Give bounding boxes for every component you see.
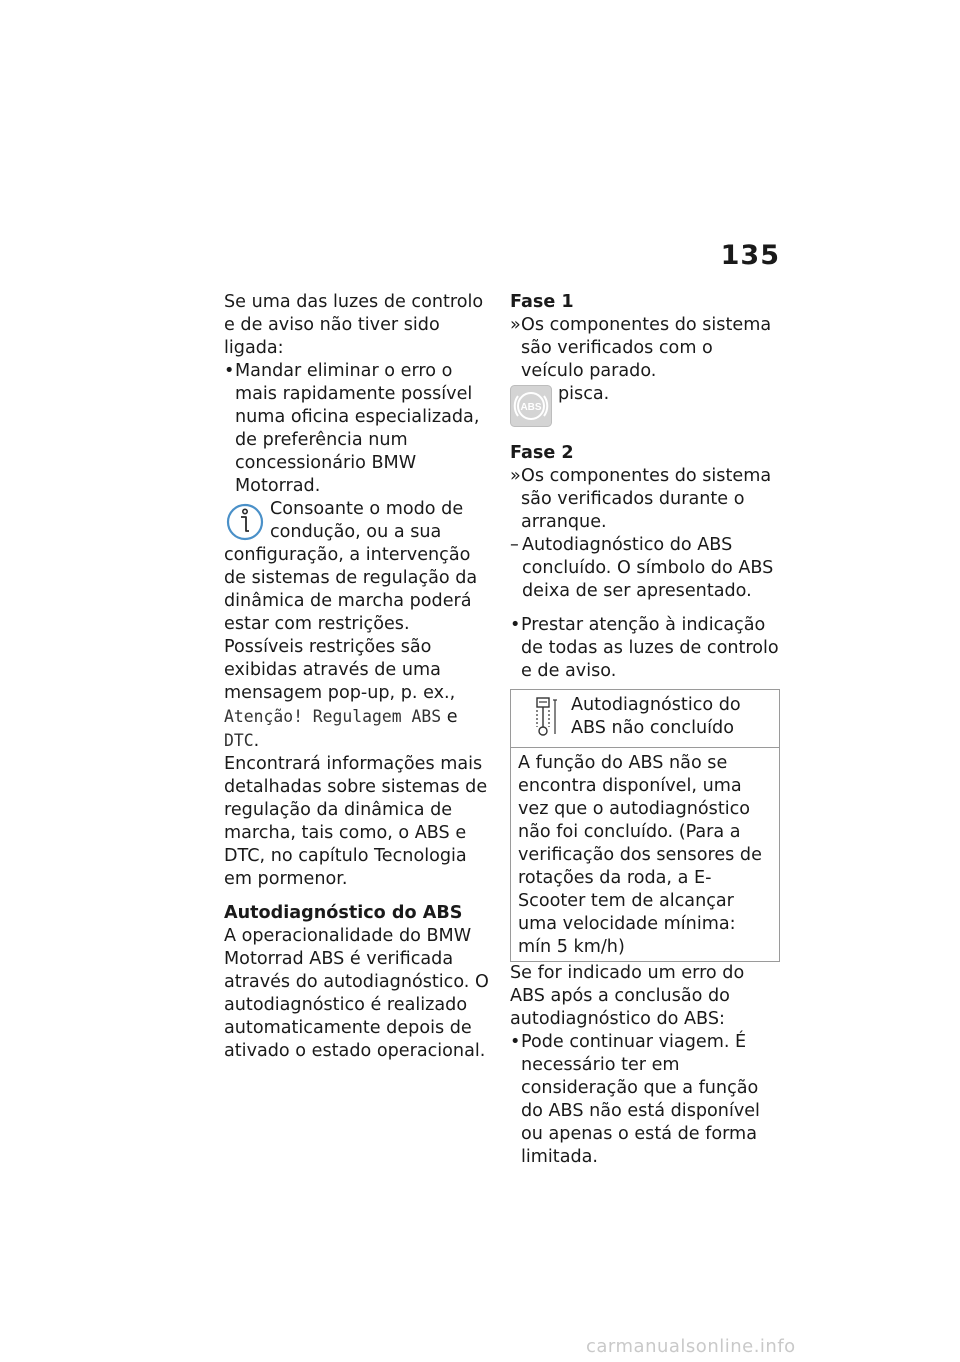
bullet-mark: • — [510, 615, 521, 635]
info-text-1: Consoante o modo de condução, ou a sua configuração, a intervenção de sistemas de regulação da dinâmica de marcha poderá estar com restrições. — [224, 499, 478, 634]
abs-warning-icon — [510, 385, 552, 427]
intro-paragraph: Se uma das luzes de controlo e de aviso não tiver sido ligada: — [224, 292, 484, 358]
list-item — [224, 360, 492, 498]
list-item-text: Mandar eliminar o erro o mais rapidamente possível numa oficina especializada, de preferência num concessionário BMW Motorrad. — [235, 361, 480, 496]
warning-box-body: A função do ABS não se encontra disponível, uma vez que o autodiagnóstico não foi concluído. (Para a verificação dos sensores de rotações da roda, a E-Scooter tem de alcançar uma velocidade mínima: mín 5 km/h) — [518, 753, 762, 957]
blink-text: pisca. — [558, 384, 610, 404]
section-title: Autodiagnóstico do ABS — [224, 903, 463, 923]
bullet-mark: • — [224, 361, 235, 381]
info-text-3: Encontrará informações mais detalhadas sobre sistemas de regulação da dinâmica de marcha, tais como, o ABS e DTC, no capítulo Tecnologia em pormenor. — [224, 754, 488, 889]
abs-icon-label: ABS — [520, 402, 542, 413]
list-item — [510, 1031, 780, 1169]
page-number: 135 — [720, 240, 780, 271]
arrow-mark: » — [510, 466, 521, 486]
list-item — [510, 534, 780, 603]
arrow-mark: » — [510, 315, 521, 335]
list-item — [510, 614, 780, 683]
info-text-2: Possíveis restrições são exibidas através de uma mensagem pop-up, p. ex., Atenção! Regulagem ABS e DTC. — [224, 637, 458, 751]
dash-mark: – — [510, 535, 519, 555]
left-column — [224, 291, 492, 1063]
list-item-text: Os componentes do sistema são verificados durante o arranque. — [521, 466, 772, 532]
list-item-text: Autodiagnóstico do ABS concluído. O símbolo do ABS deixa de ser apresentado. — [522, 535, 774, 601]
info-note — [224, 498, 492, 891]
warning-box-header — [511, 690, 779, 748]
list-item — [510, 314, 780, 383]
popup-dtc: DTC — [224, 731, 254, 750]
right-column — [510, 291, 780, 1169]
info-icon — [226, 500, 264, 544]
popup-message: Atenção! Regulagem ABS — [224, 707, 442, 726]
section-body: A operacionalidade do BMW Motorrad ABS é verificada através do autodiagnóstico. O autodiagnóstico é realizado automaticamente depois de ativado o estado operacional. — [224, 926, 489, 1061]
abs-blink-line — [510, 383, 780, 431]
warning-box — [510, 689, 780, 962]
list-item — [510, 465, 780, 534]
watermark: carmanualsonline.info — [586, 1336, 796, 1357]
list-item-text: Os componentes do sistema são verificados com o veículo parado. — [521, 315, 772, 381]
phase1-title: Fase 1 — [510, 292, 574, 312]
bullet-mark: • — [510, 1032, 521, 1052]
list-item-text: Prestar atenção à indicação de todas as luzes de controlo e de aviso. — [521, 615, 779, 681]
warning-box-title: Autodiagnóstico do ABS não concluído — [571, 695, 741, 738]
list-item-text: Pode continuar viagem. É necessário ter em consideração que a função do ABS não está disponível ou apenas o está de forma limitada. — [521, 1032, 760, 1167]
phase2-title: Fase 2 — [510, 443, 574, 463]
error-intro: Se for indicado um erro do ABS após a conclusão do autodiagnóstico do ABS: — [510, 963, 745, 1029]
warning-note-icon — [527, 694, 563, 738]
